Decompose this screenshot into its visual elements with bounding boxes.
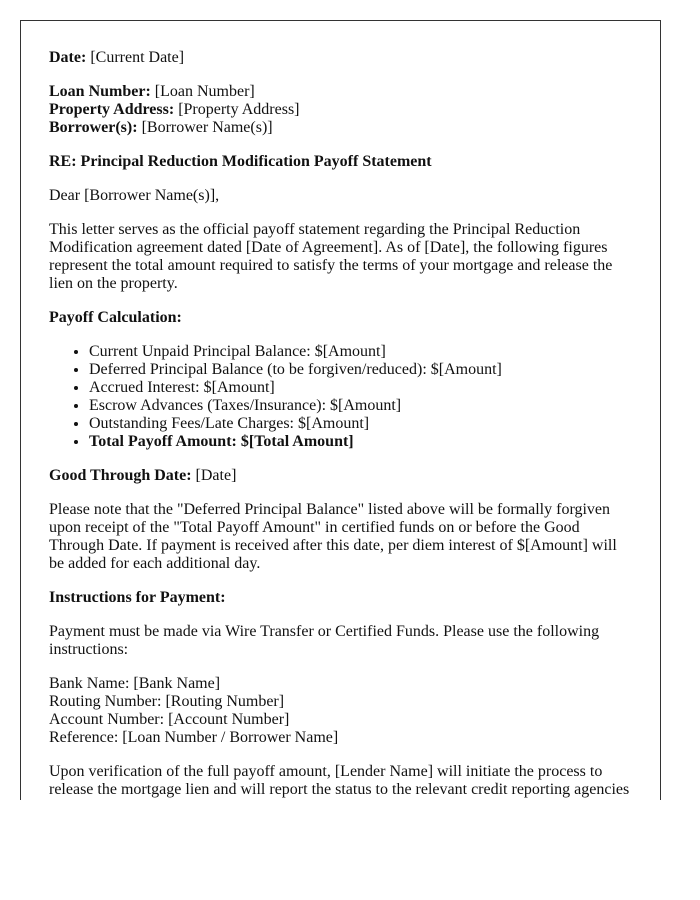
intro-paragraph: This letter serves as the official payoff statement regarding the Principal Reduction Modification agreement dated [Date of Agreement]. As of [Date], the following figures represent the total amount required to satisfy the terms of your mortgage and release the lien on the property.	[49, 221, 613, 292]
instructions-heading: Instructions for Payment:	[49, 589, 226, 606]
closing-paragraph: Upon verification of the full payoff amount, [Lender Name] will initiate the process to release the mortgage lien and will report the status to the relevant credit reporting agencies	[49, 763, 630, 798]
re-line: RE: Principal Reduction Modification Payoff Statement	[49, 153, 432, 170]
list-item-total: • Total Payoff Amount: $[Total Amount]	[89, 433, 632, 451]
date-line: Date: [Current Date]	[49, 49, 185, 66]
note-paragraph: Please note that the "Deferred Principal Balance" listed above will be formally forgiven upon receipt of the "Total Payoff Amount" in certified funds on or before the Good Through Date. If payment is received after this date, per diem interest of $[Amount] will be added for each additional day.	[49, 501, 617, 572]
salutation: Dear [Borrower Name(s)],	[49, 187, 220, 204]
instructions-text: Payment must be made via Wire Transfer or Certified Funds. Please use the following instructions:	[49, 623, 600, 658]
list-item: • Escrow Advances (Taxes/Insurance): $[Amount]	[89, 397, 632, 415]
letter-page	[20, 20, 661, 800]
list-item: • Accrued Interest: $[Amount]	[89, 379, 632, 397]
list-item: • Deferred Principal Balance (to be forgiven/reduced): $[Amount]	[89, 361, 632, 379]
loan-info: Loan Number: [Loan Number] Property Address: [Property Address] Borrower(s): [Borrower Name(s)]	[49, 83, 300, 136]
list-item: • Outstanding Fees/Late Charges: $[Amount]	[89, 415, 632, 433]
good-through-line: Good Through Date: [Date]	[49, 467, 237, 484]
bank-details: Bank Name: [Bank Name] Routing Number: [Routing Number] Account Number: [Account Number] Reference: [Loan Number / Borrower Name]	[49, 675, 339, 746]
list-item: • Current Unpaid Principal Balance: $[Amount]	[89, 343, 632, 361]
calc-heading: Payoff Calculation:	[49, 309, 182, 326]
payoff-list	[49, 343, 632, 451]
